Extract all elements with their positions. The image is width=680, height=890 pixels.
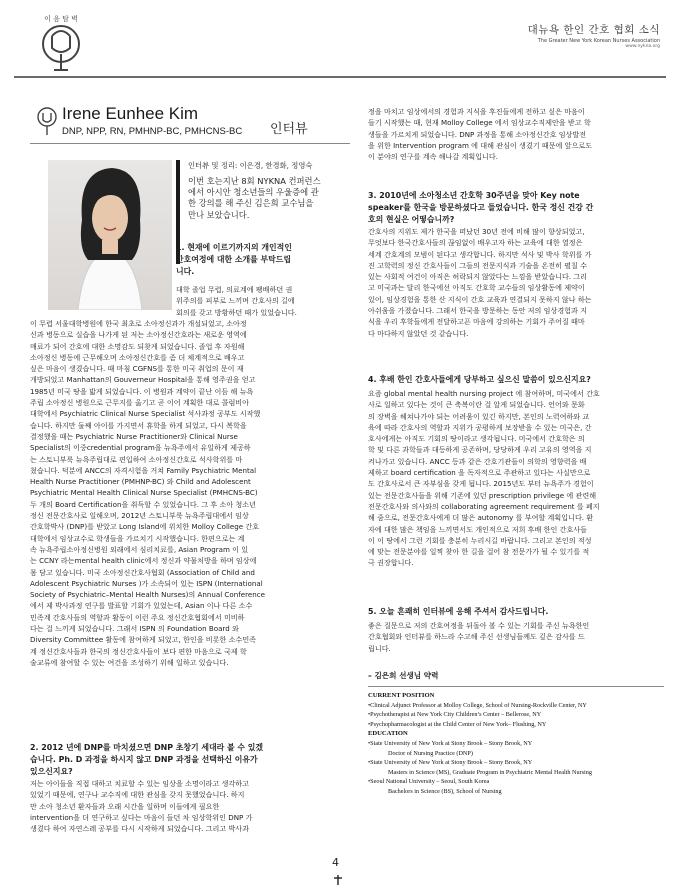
text-line: 이 분야의 연구를 계속 해나갈 계획입니다. xyxy=(368,152,499,162)
text-line: 술교류에 참여할 수 있는 여건을 조성하기 위해 일하고 있습니다. xyxy=(30,657,229,667)
text-line: 다 마다하지 않았던 것 같습니다. xyxy=(368,328,469,338)
text-line: 만 소아 청소년 환자들과 오래 시간을 일하며 이들에게 필요한 xyxy=(30,801,220,811)
text-line: 을 위한 Intervention program 에 대해 관심이 생겼기 때문에 앞으로도 xyxy=(368,140,593,150)
text-line: 이 이 땅에서 그런 기회를 충분히 누리시길 바랍니다. 그리고 본인의 적성 xyxy=(368,535,592,545)
text-line: 는 CCNY 라는mental health clinic에서 정신과 약물처방을 하며 임상에 xyxy=(30,556,257,566)
text-line: 요즘 global mental health nursing project 에 참여하며, 미국에서 간호 xyxy=(368,389,600,398)
masthead-title-en: The Greater New York Korean Nurses Association xyxy=(537,38,660,44)
text-line: 고 미국과는 달리 한국에선 아직도 간호학 교수들의 임상활동에 제약이 xyxy=(368,283,585,293)
text-line: Diversity Committee 활동에 참여하게 되었고, 한인을 비롯한 소수민족 xyxy=(30,635,257,645)
text-line: 다는 걸 느끼게 되었습니다. 그래서 ISPN 의 Foundation Board 와 xyxy=(30,624,239,634)
text-line: 진 고학력의 정신 간호사들이 그들의 전문지식과 기술을 온전히 펼칠 수 xyxy=(368,260,588,270)
text-line: 주립 소아정신 병원으로 근무지를 옮기고 곧 이어 계획한 대로 콜럼비아 xyxy=(30,398,250,408)
masthead xyxy=(440,22,660,49)
footer-mark-icon xyxy=(333,870,343,880)
question-3-title: 3. 2010년에 소아청소년 간호학 30주년을 맞아 Key note speaker를 한국을 방문하셨다고 들었습니다. 한국 정신 건강 간 호의 현실은 어떻습니까? xyxy=(368,191,594,224)
text-line: 이 무렵 서울대학병원에 한국 최초로 소아정신과가 개설되었고, 소아정 xyxy=(30,319,247,328)
text-line: 에서 제 박사과정 연구를 발표할 기회가 있었는데, Asian 이나 다른 소수 xyxy=(30,601,253,611)
text-line: 신과 병동으로 실습을 나가게 된 저는 소아정신간호라는 새로운 영역에 xyxy=(30,330,247,340)
text-line: 의 장벽을 헤쳐나가야 되는 어려움이 있긴 하지만, 본인의 노력여하와 교 xyxy=(368,411,590,421)
text-line: Health Nurse Practitioner (PMHNP-BC) 와 Child and Adolescent xyxy=(30,477,251,487)
masthead-title-ko: 대뉴욕 한인 간호 협회 소식 xyxy=(527,24,660,36)
text-line: 개방되었고 Manhattan의 Gouverneur Hospital을 통해 영주권을 얻고 xyxy=(30,375,256,385)
text-line: 대학에서 Psychiatric Clinical Nurse Specialist 석사과정 공부도 시작했 xyxy=(30,409,261,419)
question-1-lead: 대학 졸업 무렵, 의료계에 팽배하던 권 위주의를 피부로 느끼며 간호사의 길에 회의를 갖고 방황하던 때가 있었습니다. xyxy=(176,285,297,317)
text-line: 매료가 되어 간호에 대한 소명감도 되찾게 되었습니다. 졸업 후 자원해 xyxy=(30,341,245,351)
text-line: 좋은 질문으로 저의 간호여정을 뒤돌아 볼 수 있는 기회를 주신 뉴욕한인 xyxy=(368,621,590,630)
text-line: Adolescent Psychiatric Nurses )가 소속되어 있는 ISPN (International xyxy=(30,578,263,588)
text-line: 두 개의 Board Certification을 취득할 수 있었습니다. 그 후 소아 청소년 xyxy=(30,499,256,509)
text-line: 정을 마치고 임상에서의 경험과 지식을 후진들에게 전하고 싶은 마음이 xyxy=(368,107,585,116)
text-line: 간호협회와 인터뷰를 하느라 수고해 주신 선생님들께도 깊은 감사를 드 xyxy=(368,632,585,642)
text-line: intervention을 더 연구하고 싶다는 마음이 들던 차 임상학위인 DNP 가 xyxy=(30,812,253,822)
masthead-rule xyxy=(14,76,666,78)
text-line: 자에 대한 많은 책임을 느끼면서도 개인적으로 저희 후배 한인 간호사들 xyxy=(368,524,588,534)
question-4-title: 4. 후배 한인 간호사들에게 당부하고 싶으신 말씀이 있으신지요? xyxy=(368,375,591,384)
text-line: 극 권장합니다. xyxy=(368,558,414,568)
text-line: 에 맞는 전문분야를 일찍 찾아 한 길을 걸어 참 전문가가 될 수 있기를 적 xyxy=(368,547,590,557)
page-number: 4 xyxy=(332,856,339,869)
text-line: 호사에게는 아직도 기회의 땅이라고 생각됩니다. 미국에서 간호학은 의 xyxy=(368,434,585,444)
text-line: 는 스토니부룩 뉴욕주립대로 편입하여 소아정신간호로 석사학위를 마 xyxy=(30,454,243,464)
section-tag: 인터뷰 xyxy=(270,122,308,137)
text-line: 켜나가고 있습니다. ANCC 등과 같은 간호기관들이 의학의 영향력을 배 xyxy=(368,456,587,466)
text-line: 제하고 board certification 을 독자적으로 주관하고 있다는 사실만으로 xyxy=(368,468,591,478)
question-3-answer xyxy=(368,226,664,339)
text-line: 있어, 임상경험을 통한 산 지식이 간호 교육과 연결되지 못하지 않나 하는 xyxy=(368,294,592,304)
question-2-title: 2. 2012 년에 DNP를 마치셨으면 DNP 초창기 세대라 볼 수 있겠 습니다. Ph. D 과정을 하시지 않고 DNP 과정을 선택하신 이유가 있으신지요? xyxy=(30,743,263,776)
text-line: 습니다. 하지만 둘째 아이를 가지면서 휴학을 하게 되었고, 다시 복학을 xyxy=(30,420,247,430)
text-line: 민족계 간호사들의 역할과 활동이 이런 주요 정신간호협회에서 미비하 xyxy=(30,612,245,622)
intro-text: 이번 호는지난 8회 NYKNA 컨퍼런스 에서 아시안 청소년들의 우울증에 관 한 강의를 해 주신 김은희 교수님을 만나 보았습니다. xyxy=(188,176,321,220)
text-line: 속 뉴욕주립소아정신병원 외래에서 심리치료를, Asian Program 이 있 xyxy=(30,544,249,554)
text-line: 있었기 때문에, 연구나 교수직에 대한 관심을 갖지 못했었습니다. 하지 xyxy=(30,790,245,800)
text-line: 정신 전문간호사로 일해오며, 2012년 스토니부룩 뉴욕주립대에서 임상 xyxy=(30,511,249,521)
text-line: 저는 아이들을 직접 대하고 치료할 수 있는 임상을 소명이라고 생각하고 xyxy=(30,779,250,788)
question-2-answer xyxy=(30,778,348,834)
text-line: 몸 담고 있습니다. 미국 소아정신간호사협회 (Association of Child and xyxy=(30,567,255,577)
text-line: 소아정신 병동에 근무해오며 소아정신간호를 좀 더 체계적으로 배우고 xyxy=(30,352,245,362)
question-1-answer xyxy=(30,318,348,668)
text-line: 학 및 다른 과학들과 대등하게 공존하며, 당당하게 우리 고유의 영역을 지 xyxy=(368,445,592,455)
career-rule xyxy=(368,686,664,687)
interviewee-name: Irene Eunhee Kim xyxy=(62,104,199,123)
association-logo xyxy=(16,10,106,74)
question-4-answer xyxy=(368,388,664,569)
question-5-title: 5. 오늘 흔쾌히 인터뷰에 응해 주셔서 감사드립니다. xyxy=(368,607,549,616)
text-line: 도 간호사로서 큰 자부심을 갖게 됩니다. 2015년도 부터 뉴욕주가 경험이 xyxy=(368,479,594,489)
text-line: 아쉬움을 가졌습니다. 그래서 한국을 방문하는 동안 저의 임상경험과 지 xyxy=(368,306,588,316)
portrait-photo xyxy=(48,160,172,310)
text-line: 식을 우리 후학들에게 전달하고픈 마음에 강의하는 기회가 주어질 때마 xyxy=(368,317,585,327)
text-line: 생들을 가르치게 되었습니다. DNP 과정을 통해 소아정신간호 임상발전 xyxy=(368,129,587,139)
text-line: 세계 간호계의 모범이 된다고 생각합니다. 하지만 석사 및 박사 학위를 가 xyxy=(368,249,592,259)
question-5-answer xyxy=(368,620,664,654)
text-line: Specialist의 이중credential program을 뉴욕주에서 유일하게 제공하 xyxy=(30,443,251,453)
text-line: 전문간호사와 의사와의 collaborating agreement requirement 를 폐지 xyxy=(368,501,600,511)
text-line: Psychiatric Mental Health Clinical Nurse Specialist (PMHCNS-BC) xyxy=(30,488,258,498)
question-2-answer-cont xyxy=(368,106,664,162)
interview-credits: 인터뷰 및 정리: 이은경, 한경화, 정영숙 xyxy=(188,161,313,170)
career-details: CURRENT POSITION •Clinical Adjunct Professor at Molloy College, School of Nursing-Rockville Center, NY •Psychotherapist at New York City Children’s Center – Bellerose, NY •Psychopharmacologist at the Child Center of New York– Flushing, NY EDUCATION •State University of New York at Stony Brook – Stony Brook, NY Doctor of Nursing Practice (DNP) •State University of New York at Stony Brook – Stony Brook, NY Masters in Science (MS), Graduate Program in Psychiatric Mental Health Nursing •Seoul National University – Seoul, South Korea Bachelors in Science (BS), School of Nursing xyxy=(368,692,592,795)
text-line: 생겼다 하여 자연스레 공부를 다시 시작하게 되었습니다. 그리고 박사과 xyxy=(30,824,250,834)
text-line: 계 정신간호사들과 한국의 정신간호사들이 보다 편한 마음으로 국제 학 xyxy=(30,646,247,656)
text-line: 들기 시작했는 때, 현재 Molloy College 에서 임상교수직제안을 받고 학 xyxy=(368,118,591,128)
text-line: 무엇보다 한국간호사들의 끊임없이 배우고자 하는 교육에 대한 열정은 xyxy=(368,238,583,248)
question-1-title: 1. 현재에 이르기까지의 개인적인 간호여정에 대한 소개를 부탁드립 니다. xyxy=(176,243,292,276)
masthead-url: www.nykna.org xyxy=(625,44,660,49)
text-line: 쳤습니다. 덕분에 ANCC의 자격시험을 거쳐 Family Psychiatric Mental xyxy=(30,465,257,475)
text-line: 간호사의 지위도 제가 한국을 떠났던 30년 전에 비해 많이 향상되었고, xyxy=(368,227,585,236)
header-rule xyxy=(30,143,350,144)
text-line: 육에 따라 간호사의 역할과 지위가 공평하게 보장받을 수 있는 미국은, 간 xyxy=(368,422,592,432)
text-line: 해 줌으로, 전문간호사에게 더 많은 autonomy 를 부여할 계획입니다. 환 xyxy=(368,513,594,523)
text-line: 립니다. xyxy=(368,643,391,653)
text-line: Society of Psychiatric–Mental Health Nurses)의 Annual Conference xyxy=(30,590,265,600)
text-line: 싶은 마음이 생겼습니다. 때 마침 CGFNS를 통한 미국 취업의 문이 재 xyxy=(30,364,244,374)
text-line: 사로 일하고 있다는 것이 큰 축복이란 걸 알게 되었습니다. 언어와 문화 xyxy=(368,400,585,410)
text-line: 있는 사회적 여건이 아직은 허락되지 않았다는 느낌을 받았습니다. 그리 xyxy=(368,272,588,282)
interviewee-credentials: DNP, NPP, RN, PMHNP-BC, PMHCNS-BC xyxy=(62,126,243,137)
text-line: 1985년 미국 땅을 밟게 되었습니다. 이 병원과 계약이 끝난 이듬 해 뉴욕 xyxy=(30,386,254,396)
section-logo-icon xyxy=(36,105,58,137)
text-line: 간호학박사 (DNP)를 받았고 Long Island에 위치한 Molloy College 간호 xyxy=(30,522,260,532)
text-line: 결정했을 때는 Psychiatric Nurse Practitioner와 Clinical Nurse xyxy=(30,431,238,441)
text-line: 있는 전문간호사들을 위해 기존에 있던 prescription privilege 에 관련해 xyxy=(368,490,597,500)
text-line: 대학에서 임상교수로 학생들을 가르치기 시작했습니다. 한편으로는 계 xyxy=(30,533,245,543)
logo-arc-text: 이 음 탐 벽 xyxy=(44,15,78,23)
career-heading: – 김은희 선생님 약력 xyxy=(368,671,439,680)
